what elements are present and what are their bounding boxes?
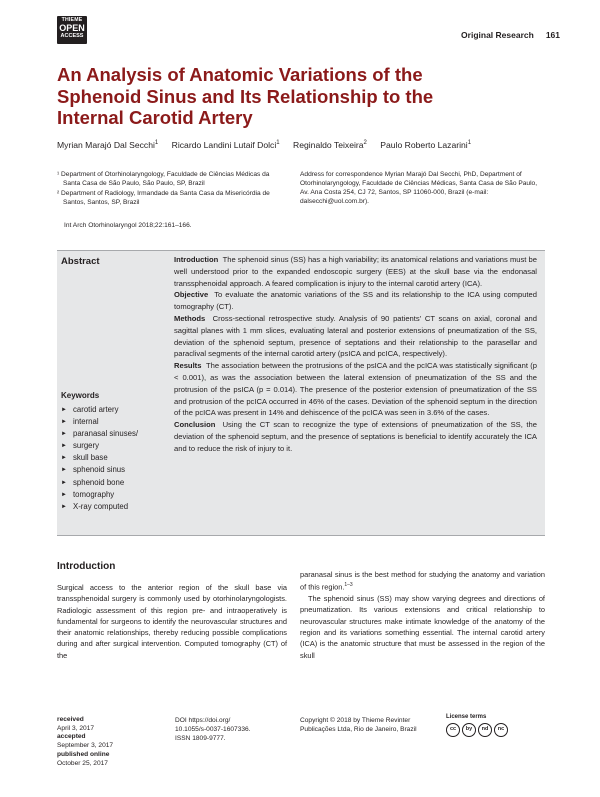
affiliation: ² Department of Radiology, Irmandade da Santa Casa da Misericórdia de Santos, Santos, SP, Brazil <box>57 190 270 206</box>
logo-line3: ACCESS <box>60 33 84 40</box>
published-label: published online <box>57 750 110 758</box>
abstract-conclusion: Conclusion Using the CT scan to recognize the type of extensions of pneumatization of the SS, the deviation of the sphenoid septum, and the presence of septations is beneficial to identify accurately the ICA and to reduce the risk of injury to it. <box>174 420 537 453</box>
received-date: April 3, 2017 <box>57 724 95 732</box>
cc-icons <box>446 723 546 737</box>
cc-nc-icon: nc <box>494 723 508 737</box>
paragraph: The sphenoid sinus (SS) may show varying degrees and directions of pneumatization. Its various extensions and critical relationship to neurovascular structures make intimate knowledge of the anatomy of the region and its variations something essential. The internal carotid artery (ICA) is the anatomic structure that must be assessed in the region of the skull <box>300 594 545 660</box>
copyright <box>300 716 440 734</box>
published-date: October 25, 2017 <box>57 759 108 767</box>
cc-icon: cc <box>446 723 460 737</box>
author: Myrian Marajó Dal Secchi$^1$ <box>57 140 159 150</box>
received-label: received <box>57 716 84 723</box>
keywords-list <box>61 404 171 513</box>
doi-block <box>175 716 285 743</box>
author: Paulo Roberto Lazarini$^1$ <box>380 140 472 150</box>
copyright-line2: Publicações Ltda, Rio de Janeiro, Brazil <box>300 726 417 733</box>
correspondence-text: Myrian Marajó Dal Secchi, PhD, Department of Otorhinolaryngology, Faculdade de Ciências Médicas, Santa Casa de São Paulo, Av. Ana Costa 254, CJ 72, Santos, SP 11060-000, Brazil (e-mail: dalsecchi@uol.com.br). <box>300 171 538 205</box>
abstract-objective: Objective To evaluate the anatomic variations of the SS and its relationship to the ICA using computed tomography (CT). <box>174 290 537 312</box>
license-block <box>446 714 546 737</box>
cc-by-icon: by <box>462 723 476 737</box>
keyword: ► carotid artery <box>61 404 171 416</box>
doi-line2[interactable]: 10.1055/s-0037-1607336. <box>175 726 251 733</box>
article-title: An Analysis of Anatomic Variations of the Sphenoid Sinus and Its Relationship to the Internal Carotid Artery <box>57 64 434 128</box>
keywords-heading: Keywords <box>61 391 100 400</box>
abstract-box <box>57 250 545 536</box>
keyword: ► internal <box>61 416 171 428</box>
doi-line1[interactable]: DOI https://doi.org/ <box>175 717 231 724</box>
keyword: ► paranasal sinuses/ <box>61 428 171 440</box>
logo-line2: OPEN <box>59 23 85 34</box>
abstract-methods: Methods Cross-sectional retrospective study. Analysis of 90 patients' CT scans on axial, coronal and sagittal planes with 1 mm slices, evaluating lateral and posterior extensions of pneumatization of the SS, deviation of the sphenoid septum, presence of septations and their relationship to the parasellar and paraclival segments of the internal carotid artery (psICA and pcICA, respectively). <box>174 313 537 359</box>
abstract-body <box>174 254 537 455</box>
correspondence-label: Address for correspondence <box>300 171 383 178</box>
citation: Int Arch Otorhinolaryngol 2018;22:161–166. <box>64 222 192 229</box>
abstract-results: Results The association between the protrusions of the psICA and the pcICA was statistically significant (p < 0.001), as was the association between the lateral extension of pneumatization of the SS and the protrusion of the psICA (p = 0.014). The presence of the posterior extension of pneumatization of the SS and protrusion of the pcICA occurred in 46% of the cases. Deviation of the sphenoid septum in the direction of the pcICA was present in 14% and dehiscence of the pcICA was seen in 3.6% of the cases. <box>174 361 537 418</box>
affiliation: ¹ Department of Otorhinolaryngology, Faculdade de Ciências Médicas da Santa Casa de São Paulo, São Paulo, SP, Brazil <box>57 171 270 187</box>
abstract-introduction: Introduction The sphenoid sinus (SS) has a high variability; its anatomical relations and variations must be well understood prior to the expanded endoscopic surgery (EES) at the skull base via the endonasal transsphenoidal approach. A feared complication is injury to the internal carotid artery (ICA). <box>174 255 537 288</box>
introduction-heading: Introduction <box>57 561 116 572</box>
cc-nd-icon: nd <box>478 723 492 737</box>
author: Ricardo Landini Lutaif Dolci$^1$ <box>171 140 280 150</box>
keyword: ► X-ray computed <box>61 501 171 513</box>
keyword: ► surgery <box>61 440 171 452</box>
author: Reginaldo Teixeira$^2$ <box>293 140 367 150</box>
accepted-label: accepted <box>57 733 86 741</box>
keyword: ► sphenoid sinus <box>61 464 171 476</box>
introduction-column-2 <box>300 569 545 661</box>
issn: ISSN 1809-9777. <box>175 735 226 742</box>
page-number: 161 <box>545 30 560 40</box>
logo-line1: THIEME <box>61 17 83 23</box>
keyword: ► sphenoid bone <box>61 477 171 489</box>
abstract-heading: Abstract <box>61 256 100 267</box>
author-list <box>57 140 557 150</box>
correspondence <box>300 170 545 206</box>
section-label: Original Research <box>461 30 534 40</box>
running-header <box>461 30 560 40</box>
paragraph: paranasal sinus is the best method for studying the anatomy and variation of this region.$^{1-3}$ <box>300 570 545 592</box>
license-label[interactable]: License terms <box>446 714 487 720</box>
thieme-open-access-logo <box>57 16 87 44</box>
keyword: ► skull base <box>61 452 171 464</box>
copyright-line1: Copyright © 2018 by Thieme Revinter <box>300 717 411 724</box>
introduction-column-1: Surgical access to the anterior region of the skull base via transsphenoidal surgery is commonly used by otorhinolaryngologists. Radiologic assessment of this region pre- and intraoperatively is fundamental for surgeons to identify the neurovascular structures and their anatomic relationships, thereby reducing possible complications during and after surgical intervention. Computed tomography (CT) of the <box>57 583 287 660</box>
keyword: ► tomography <box>61 489 171 501</box>
accepted-date: September 3, 2017 <box>57 742 114 750</box>
article-dates <box>57 716 157 768</box>
affiliations <box>57 170 282 208</box>
